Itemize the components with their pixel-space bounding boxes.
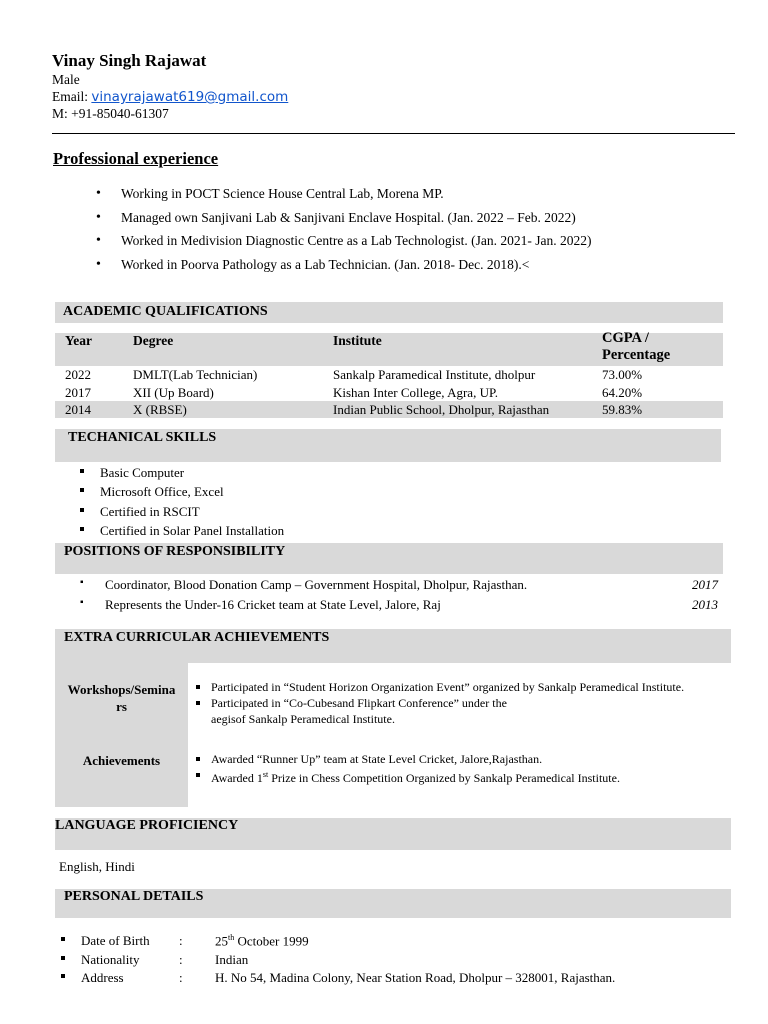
table-cell: 2022	[65, 367, 91, 382]
dob-row: Date of Birth : 25th October 1999	[61, 932, 721, 951]
square-bullet-icon	[196, 757, 200, 761]
skills-heading-band	[55, 429, 721, 462]
experience-heading: Professional experience	[53, 149, 219, 168]
bullet-icon: •	[96, 209, 101, 225]
language-text: English, Hindi	[59, 859, 135, 874]
col-degree: Degree	[133, 333, 174, 348]
table-cell: X (RBSE)	[133, 402, 187, 417]
list-item: Awarded 1st Prize in Chess Competition Organized by Sankalp Peramedical Institute.	[188, 767, 731, 786]
language-heading-band	[55, 818, 731, 850]
col-institute: Institute	[333, 333, 382, 348]
square-bullet-icon	[61, 956, 65, 960]
experience-item: • Worked in Medivision Diagnostic Centre as a Lab Technologist. (Jan. 2021- Jan. 2022)	[96, 233, 592, 248]
table-cell: DMLT(Lab Technician)	[133, 367, 258, 382]
language-heading: LANGUAGE PROFICIENCY	[55, 818, 239, 833]
academic-degrees	[133, 366, 257, 419]
personal-heading: PERSONAL DETAILS	[64, 889, 204, 904]
list-item: Participated in “Co-Cubesand Flipkart Conference” under the	[188, 695, 731, 711]
table-cell: Indian Public School, Dholpur, Rajasthan	[333, 402, 550, 417]
square-bullet-icon	[196, 685, 200, 689]
list-item: Certified in RSCIT	[80, 502, 284, 522]
list-item: Participated in “Student Horizon Organization Event” organized by Sankalp Peramedical Institute.	[188, 679, 731, 695]
extra-heading-band	[55, 629, 731, 663]
experience-list	[96, 186, 592, 280]
phone: M: +91-85040-61307	[52, 106, 169, 121]
personal-heading-band	[55, 889, 731, 918]
square-bullet-icon	[196, 701, 200, 705]
extra-table	[55, 663, 731, 807]
skills-list	[80, 463, 284, 541]
list-item: Basic Computer	[80, 463, 284, 483]
bullet-icon: •	[96, 233, 101, 248]
email-label: Email:	[52, 89, 88, 104]
square-bullet-icon	[196, 773, 200, 777]
experience-item: • Worked in Poorva Pathology as a Lab Technician. (Jan. 2018- Dec. 2018).<	[96, 256, 530, 272]
table-cell: 64.20%	[602, 384, 643, 400]
table-cell: Kishan Inter College, Agra, UP.	[333, 384, 499, 400]
list-item: Microsoft Office, Excel	[80, 483, 284, 503]
square-bullet-icon	[80, 527, 84, 531]
nationality-row: Nationality : Indian	[61, 951, 721, 970]
academic-scores	[602, 366, 642, 419]
extra-heading: EXTRA CURRICULAR ACHIEVEMENTS	[64, 630, 330, 645]
bullet-icon: •	[96, 186, 101, 201]
academic-institutes	[333, 366, 549, 419]
academic-years	[65, 366, 91, 419]
table-cell: Sankalp Paramedical Institute, dholpur	[333, 367, 536, 382]
table-cell: 73.00%	[602, 367, 643, 382]
table-cell: 2014	[65, 402, 91, 417]
list-item: aegisof Sankalp Peramedical Institute.	[211, 712, 395, 726]
skills-heading: TECHANICAL SKILLS	[68, 430, 217, 445]
square-bullet-icon	[80, 469, 84, 473]
col-cgpa: CGPA / Percentage	[602, 330, 671, 363]
academic-heading-band	[55, 302, 723, 323]
square-bullet-icon	[61, 974, 65, 978]
position-year: 2013	[692, 597, 718, 612]
positions-heading-band	[55, 543, 723, 574]
experience-item: • Managed own Sanjivani Lab & Sanjivani Enclave Hospital. (Jan. 2022 – Feb. 2022)	[96, 209, 576, 225]
position-item: ▪ Represents the Under-16 Cricket team at State Level, Jalore, Raj 2013	[80, 597, 718, 612]
bullet-icon: ▪	[80, 577, 84, 588]
positions-heading: POSITIONS OF RESPONSIBILITY	[64, 544, 286, 559]
achievements-list	[188, 751, 731, 786]
address-row: Address : H. No 54, Madina Colony, Near Station Road, Dholpur – 328001, Rajasthan.	[61, 969, 721, 988]
email-line	[52, 88, 288, 106]
position-item: ▪ Coordinator, Blood Donation Camp – Government Hospital, Dholpur, Rajasthan. 2017	[80, 577, 718, 592]
workshops-label: Workshops/Semina rs	[67, 682, 176, 714]
square-bullet-icon	[61, 937, 65, 941]
list-item: Certified in Solar Panel Installation	[80, 522, 284, 542]
header-divider	[52, 133, 735, 134]
list-item: Awarded “Runner Up” team at State Level Cricket, Jalore,Rajasthan.	[188, 751, 731, 767]
achievements-label: Achievements	[82, 753, 161, 768]
table-cell: XII (Up Board)	[133, 384, 214, 400]
personal-details	[61, 932, 721, 988]
workshops-list	[188, 679, 731, 727]
table-cell: 59.83%	[602, 402, 643, 417]
square-bullet-icon	[80, 488, 84, 492]
position-year: 2017	[692, 577, 718, 592]
academic-heading: ACADEMIC QUALIFICATIONS	[63, 304, 268, 319]
candidate-name: Vinay Singh Rajawat	[52, 51, 207, 70]
table-cell: 2017	[65, 384, 91, 400]
col-year: Year	[65, 333, 92, 348]
experience-item: • Working in POCT Science House Central Lab, Morena MP.	[96, 186, 444, 201]
gender: Male	[52, 72, 80, 87]
square-bullet-icon	[80, 508, 84, 512]
bullet-icon: ▪	[80, 597, 84, 608]
email-link[interactable]: vinayrajawat619@gmail.com	[91, 89, 289, 105]
bullet-icon: •	[96, 256, 101, 272]
